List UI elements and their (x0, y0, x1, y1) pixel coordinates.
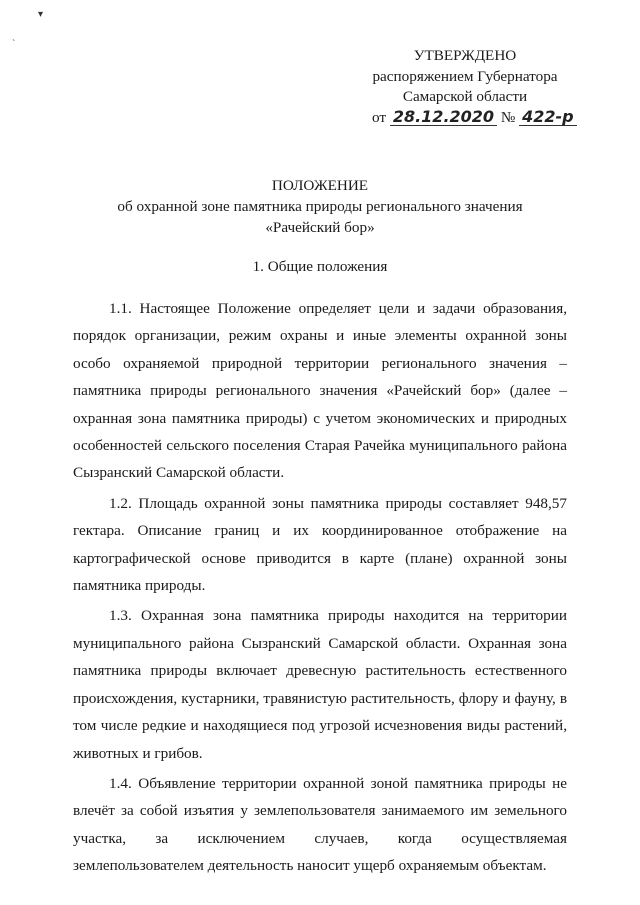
approval-line-decree: распоряжением Губернатора (372, 67, 558, 85)
approval-date-line (350, 108, 580, 129)
document-subject-name: «Рачейский бор» (265, 219, 375, 236)
scan-mark-left: ` (12, 39, 16, 50)
approval-number-prefix: № (500, 108, 516, 126)
approval-stamp-block (350, 46, 580, 128)
approval-date-handwritten: 28.12.2020 (390, 108, 497, 126)
approval-title: УТВЕРЖДЕНО (413, 47, 517, 64)
paragraph-1-3: 1.3. Охранная зона памятника природы находится на территории муниципального района Сызранский Самарской области. Охранная зона памятника природы включает древесную растительность естественного происхождения, кустарники, травянистую растительность, флору и фауну, в том числе редкие и находящиеся под угрозой исчезновения виды растений, животных и грибов. (73, 607, 567, 762)
approval-line-region: Самарской области (402, 88, 528, 105)
document-title: ПОЛОЖЕНИЕ (271, 177, 369, 194)
document-subtitle: об охранной зоне памятника природы регионального значения (117, 198, 523, 215)
document-title-block (70, 175, 570, 238)
paragraph-1-2: 1.2. Площадь охранной зоны памятника природы составляет 948,57 гектара. Описание границ и их координированное отображение на картографической основе приводится в карте (плане) охранной зоны памятника природы. (73, 494, 567, 595)
scan-mark-top: ▾ (38, 9, 44, 20)
paragraph-1-1: 1.1. Настоящее Положение определяет цели и задачи образования, порядок организации, режим охраны и иные элементы охранной зоны особо охраняемой природной территории регионального значения – памятника природы регионального значения «Рачейский бор» (далее – охранная зона памятника природы) с учетом экономических и природных особенностей сельского поселения Старая Рачейка муниципального района Сызранский Самарской области. (73, 300, 567, 482)
approval-date-prefix: от (372, 108, 387, 126)
approval-number-handwritten: 422-р (519, 108, 577, 126)
paragraph-1-4: 1.4. Объявление территории охранной зоной памятника природы не влечёт за собой изъятия у землепользователя занимаемого им земельного участка, за исключением случаев, когда осуществляемая землепользователем деятельность наносит ущерб охраняемым объектам. (73, 774, 567, 875)
section-body (73, 295, 567, 883)
section-heading: 1. Общие положения (252, 258, 388, 275)
